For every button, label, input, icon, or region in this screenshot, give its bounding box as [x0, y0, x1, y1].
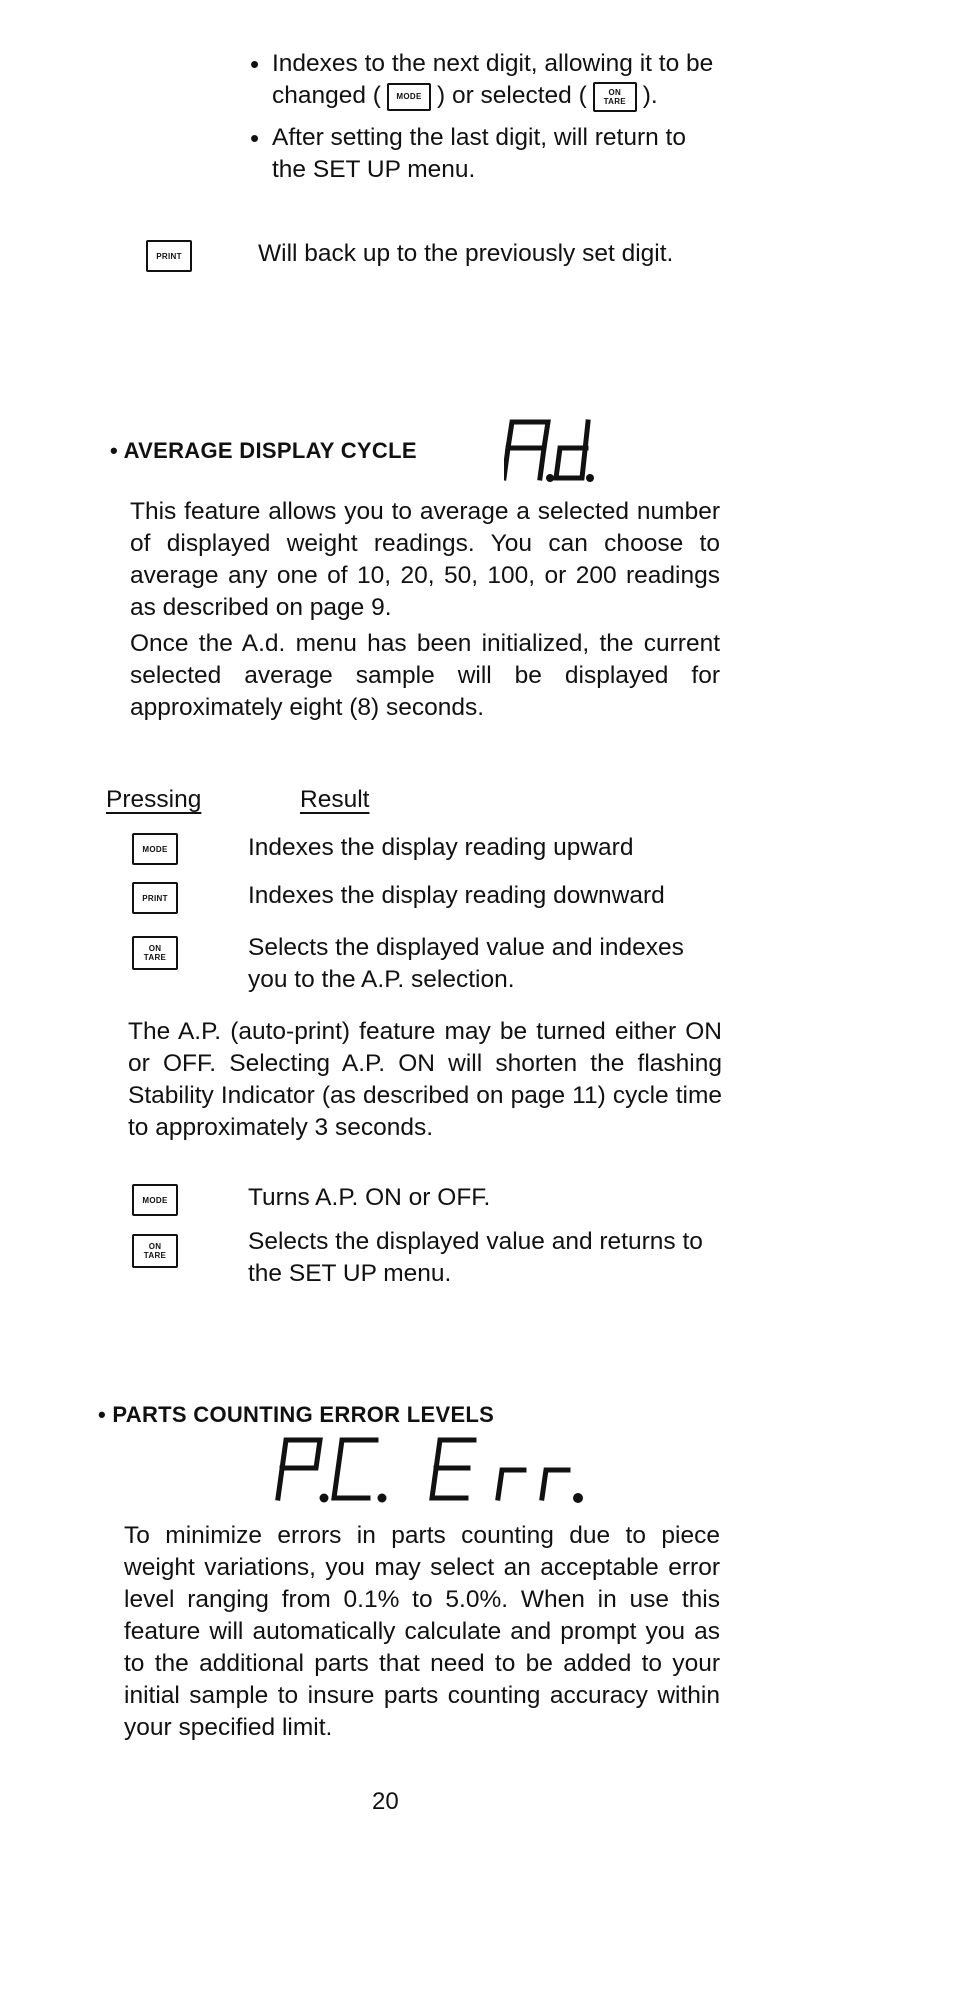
average-section-heading: • AVERAGE DISPLAY CYCLE: [110, 438, 417, 463]
print-row-text: Will back up to the previously set digit.: [258, 240, 674, 267]
average-paragraph-1: This feature allows you to average a selected number of displayed weight readings. You can choose to average any one of 10, 20, 50, 100, or 200 readings as described on page 9.: [130, 498, 720, 621]
mode-key-icon: MODE: [387, 83, 431, 111]
result-text: Turns A.P. ON or OFF.: [248, 1184, 491, 1211]
parts-paragraph: To minimize errors in parts counting due to piece weight variations, you may select an acceptable error level ranging from 0.1% to 5.0%. When in use this feature will automatically calculate and prompt you as to the additional parts that need to be added to your initial sample to insure parts counting accuracy within your specified limit.: [124, 1522, 720, 1741]
result-text: Indexes the display reading downward: [248, 882, 665, 909]
on-tare-key-icon: ON TARE: [132, 936, 178, 970]
pc-err-display-code: [272, 1436, 592, 1508]
decimal-dot: [546, 474, 554, 482]
bullet-item: [250, 122, 720, 186]
seg-c: [334, 1440, 376, 1498]
print-key-icon: PRINT: [132, 882, 178, 914]
bullet-item: [250, 48, 720, 112]
bullet-text: Indexes to the next digit, allowing it to be changed ( MODE ) or selected ( ON TARE ).: [272, 48, 720, 112]
on-tare-key-icon: ON TARE: [593, 82, 637, 112]
bullet-dot: •: [98, 1402, 113, 1427]
decimal-dot: [573, 1493, 583, 1503]
print-key-icon: PRINT: [146, 240, 192, 272]
pressing-header: Pressing: [106, 786, 202, 813]
parts-section-heading: • PARTS COUNTING ERROR LEVELS: [98, 1402, 495, 1427]
ap-paragraph: The A.P. (auto-print) feature may be turned either ON or OFF. Selecting A.P. ON will shorten the flashing Stability Indicator (as described on page 11) cycle time to approximately 3 seconds.: [128, 1018, 722, 1141]
decimal-dot: [378, 1494, 387, 1503]
seg-a-upper: [508, 422, 548, 448]
result-text: Selects the displayed value and returns to the SET UP menu.: [248, 1228, 703, 1287]
bullet-dot: •: [110, 438, 124, 463]
ad-display-code: [504, 418, 624, 486]
mode-key-icon: MODE: [132, 1184, 178, 1216]
average-paragraph-2: Once the A.d. menu has been initialized, the current selected average sample will be displayed for approximately eight (8) seconds.: [130, 630, 720, 721]
result-text: Selects the displayed value and indexes you to the A.P. selection.: [248, 934, 684, 993]
seg-r: [542, 1470, 568, 1498]
bullet-dot: •: [250, 123, 260, 153]
result-header: Result: [300, 786, 370, 813]
page-number: 20: [372, 1788, 399, 1815]
decimal-dot: [320, 1494, 329, 1503]
top-bullet-list: [250, 48, 720, 186]
result-text: Indexes the display reading upward: [248, 834, 634, 861]
seg-e: [432, 1440, 474, 1498]
seg-r: [498, 1470, 524, 1498]
seg-p: [278, 1440, 320, 1498]
seg-a-lower: [504, 448, 544, 478]
on-tare-key-icon: ON TARE: [132, 1234, 178, 1268]
mode-key-icon: MODE: [132, 833, 178, 865]
bullet-dot: •: [250, 49, 260, 79]
decimal-dot: [586, 474, 594, 482]
bullet-text: After setting the last digit, will return to the SET UP menu.: [272, 124, 686, 183]
seg-d: [556, 422, 588, 478]
